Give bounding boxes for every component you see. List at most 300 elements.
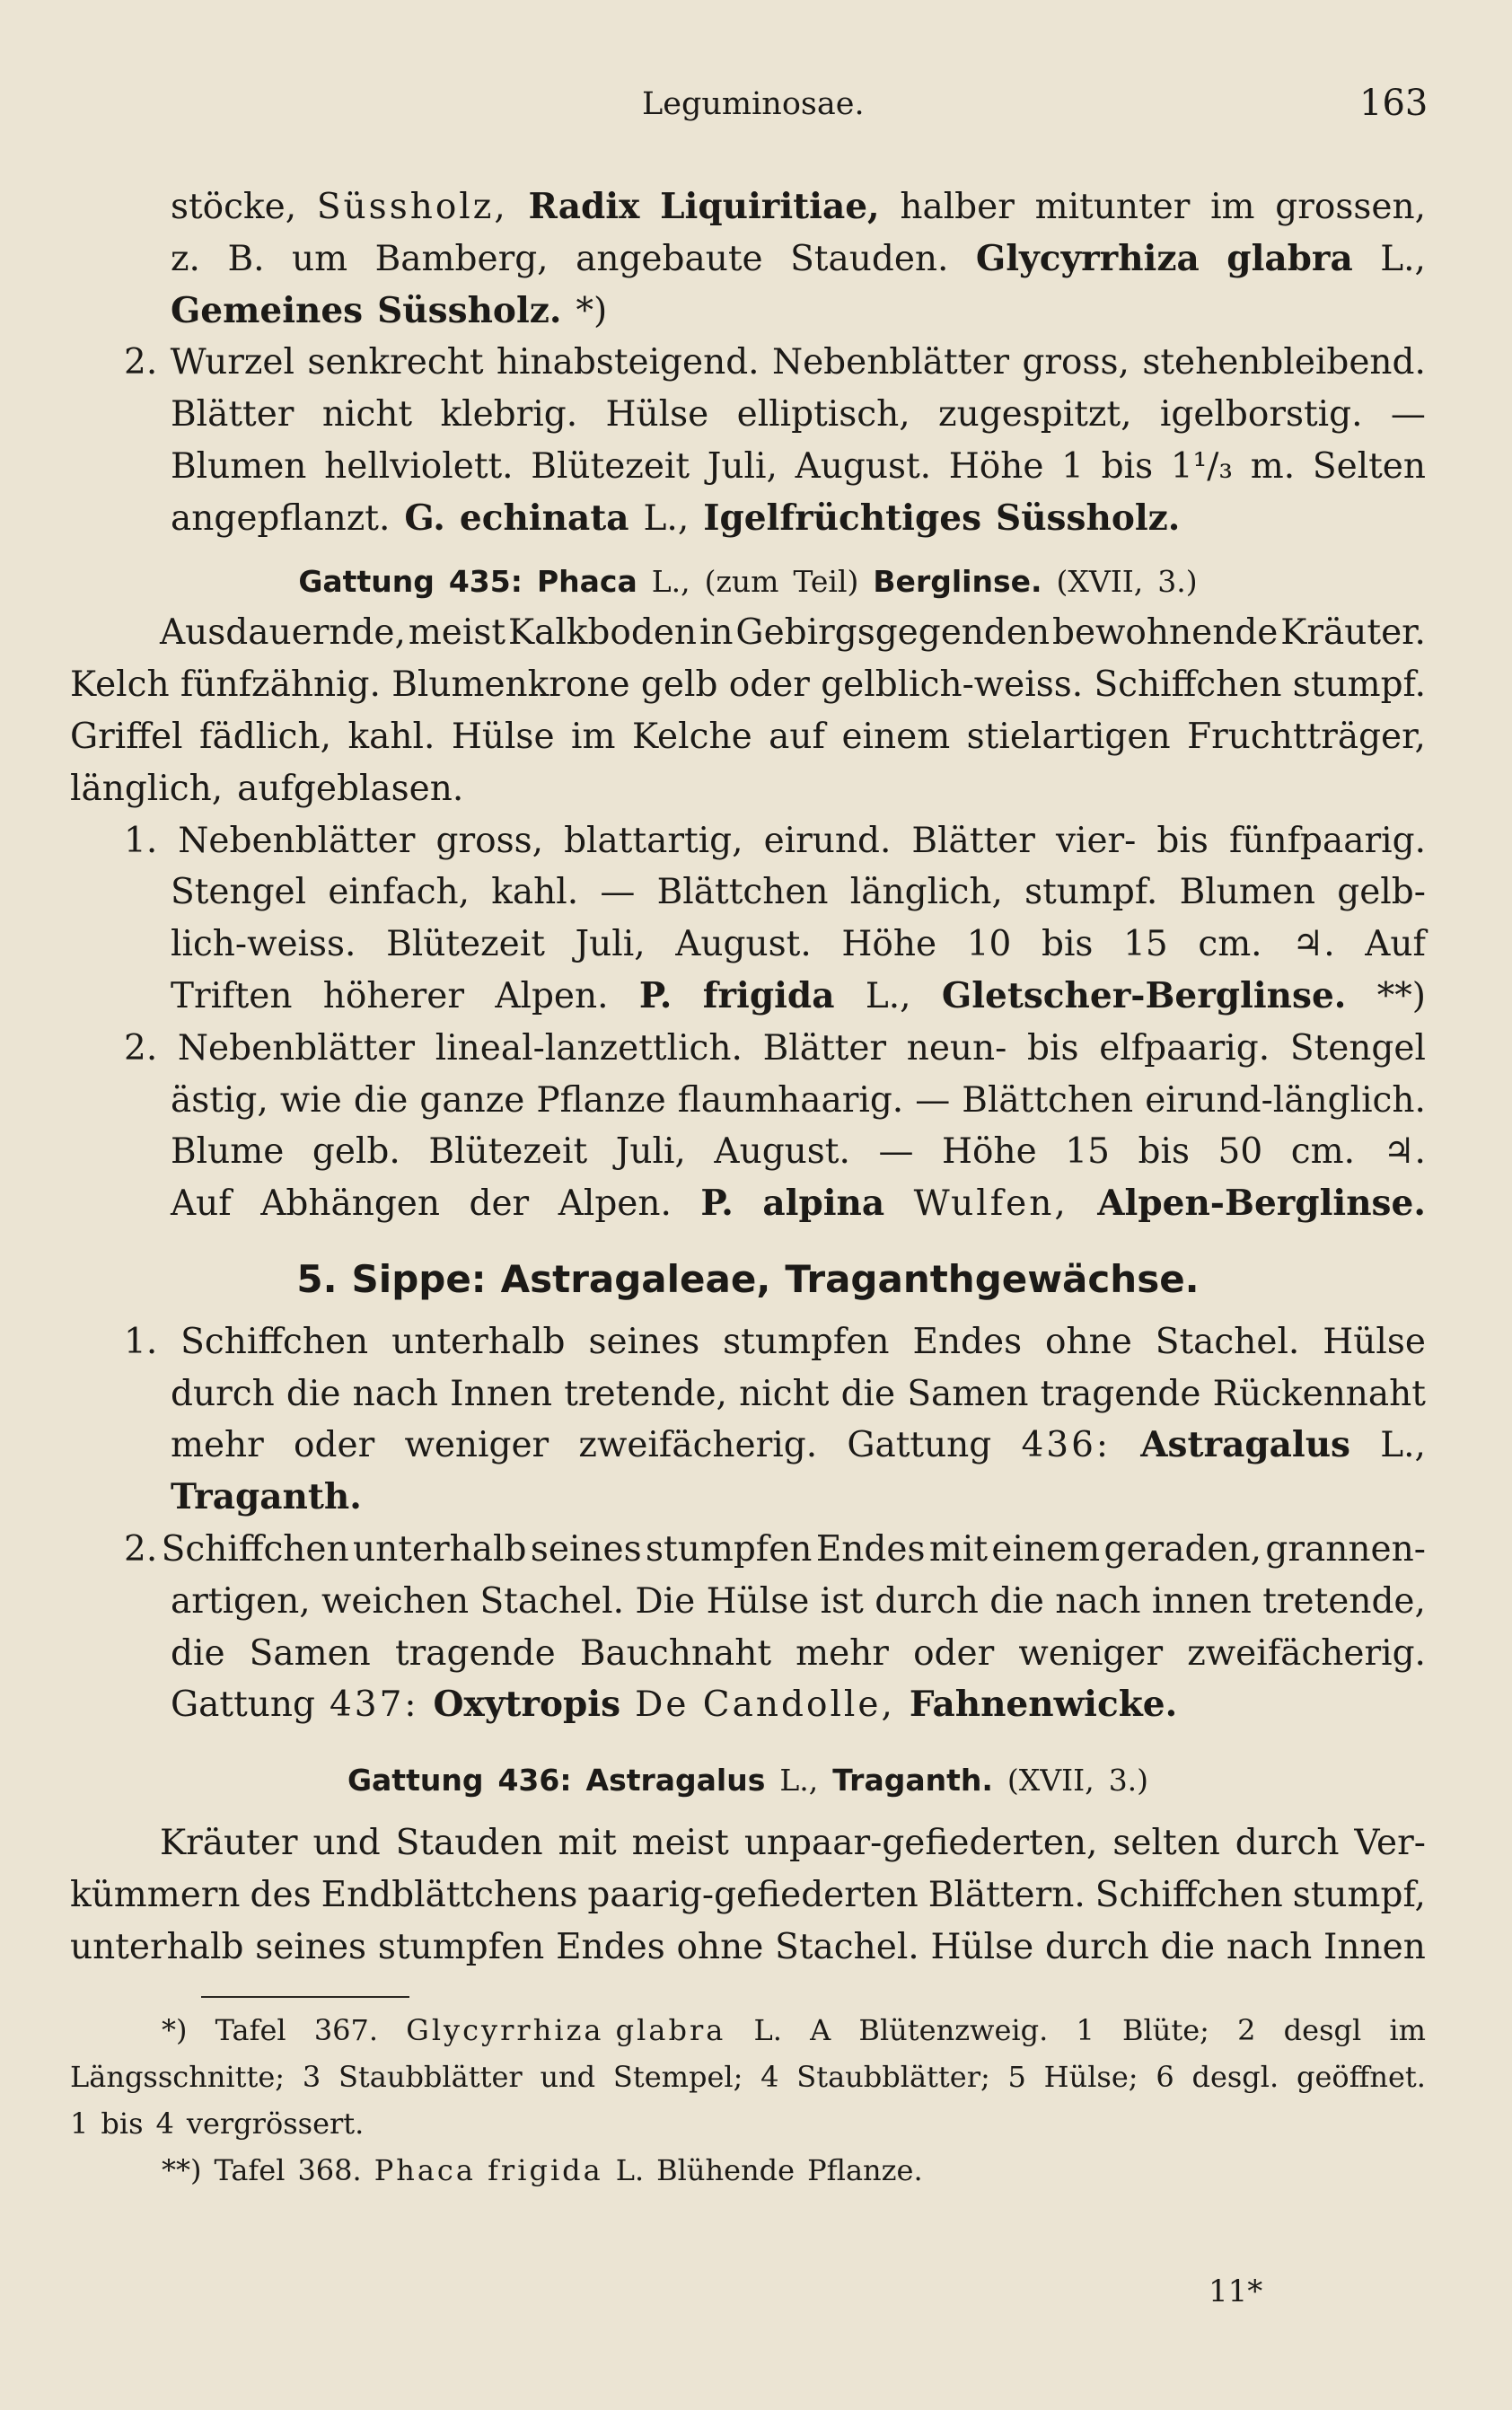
word: im — [1389, 2013, 1426, 2048]
word: durch — [1235, 1822, 1340, 1863]
word: gelb — [640, 664, 718, 706]
word: Stempel; — [612, 2060, 743, 2095]
word: Höhe — [948, 445, 1044, 487]
word: Staubblätter; — [796, 2060, 990, 2095]
word: geöffnet. — [1296, 2060, 1426, 2095]
word: Ver- — [1354, 1822, 1426, 1863]
word: **) — [162, 2153, 202, 2188]
word: Pflanze — [536, 1079, 666, 1121]
word: Traganthgewächse. — [785, 1256, 1200, 1301]
word: Gattung — [171, 1684, 315, 1726]
word: 368. — [297, 2153, 362, 2188]
word: Rückennaht — [1212, 1373, 1426, 1414]
page-number: 163 — [1359, 83, 1428, 124]
text-line — [70, 919, 1426, 971]
word: ohne — [1045, 1321, 1132, 1362]
word: cm. — [1290, 1131, 1355, 1173]
footnote-rule — [201, 1996, 409, 1998]
word: Gebirgsgegenden — [735, 612, 1050, 654]
word: Hülse — [930, 1926, 1034, 1967]
word: eirund. — [763, 820, 892, 861]
printer-signature: 11* — [1209, 2274, 1263, 2309]
word: ganze — [419, 1079, 525, 1121]
word: *) — [576, 290, 608, 331]
word: mitunter — [1034, 187, 1191, 227]
word: stumpfen — [377, 1926, 545, 1967]
word: Gattung — [298, 563, 435, 599]
word: angebaute — [576, 238, 763, 279]
word: bis — [1041, 924, 1094, 965]
word: Fahnenwicke. — [909, 1684, 1178, 1726]
word: Hülse — [706, 1580, 810, 1622]
word: August. — [714, 1131, 850, 1173]
word: oder — [913, 1632, 995, 1674]
word: frigida — [702, 974, 835, 1016]
word: 5. — [296, 1256, 338, 1301]
word: Stengel — [171, 872, 307, 913]
text-line — [70, 1472, 1426, 1524]
word: neun- — [906, 1027, 1007, 1069]
word: Süssholz. — [996, 497, 1181, 539]
word: bewohnende — [1051, 612, 1279, 654]
word: Stauden — [395, 1822, 543, 1863]
word: meist — [408, 612, 506, 654]
page-body — [70, 181, 1426, 2194]
word: Phaca — [536, 563, 637, 599]
word: mit — [928, 1528, 988, 1570]
word: seines — [255, 1926, 367, 1967]
word: m. — [1250, 445, 1296, 487]
word: einem — [991, 1528, 1101, 1570]
word: 1¹/₃ — [1170, 445, 1234, 487]
word: Endes — [912, 1321, 1023, 1362]
word: Juli, — [707, 445, 778, 487]
word: *) — [162, 2013, 188, 2048]
word: Stachel. — [775, 1926, 919, 1967]
word: durch — [1045, 1926, 1149, 1967]
word: Blätter — [762, 1027, 887, 1069]
word: unterhalb — [391, 1321, 566, 1362]
text-line — [70, 1576, 1426, 1628]
word: Schiffchen — [161, 1528, 349, 1570]
word: Kalkboden — [507, 612, 698, 654]
word: Hülse; — [1043, 2060, 1138, 2095]
word: die — [1160, 1926, 1216, 1967]
word: Radix — [528, 186, 640, 227]
word: ♃. — [1292, 924, 1335, 965]
word: flaumhaarig. — [677, 1079, 904, 1121]
word: 436: — [497, 1763, 572, 1799]
word: Phaca frigida — [374, 2153, 603, 2188]
word: kahl. — [491, 872, 579, 913]
word: Kräuter — [160, 1822, 298, 1863]
word: wie — [279, 1079, 342, 1121]
text-line — [70, 1922, 1426, 1974]
word: Gattung — [847, 1425, 992, 1466]
word: fädlich, — [199, 716, 331, 757]
word: stumpfen — [723, 1321, 890, 1362]
word: (XVII, — [1056, 563, 1144, 599]
word: desgl. — [1191, 2060, 1279, 2095]
word: Tafel — [214, 2153, 286, 2188]
word: Staubblätter — [338, 2060, 523, 2095]
word: tretende, — [564, 1373, 727, 1414]
word: 437: — [329, 1684, 419, 1726]
word: Hülse — [1323, 1321, 1426, 1362]
word: zweifächerig. — [1187, 1632, 1426, 1674]
word: zugespitzt, — [938, 394, 1132, 435]
word: bis — [101, 2107, 144, 2142]
word: L., — [651, 563, 690, 599]
word: alpina — [762, 1183, 885, 1225]
word: vergrössert. — [186, 2107, 365, 2142]
word: unpaar-gefiederten, — [743, 1822, 1098, 1863]
word: nicht — [321, 394, 413, 435]
word: Berglinse. — [873, 563, 1042, 599]
word: bis — [1027, 1027, 1079, 1069]
word: nach — [1226, 1926, 1313, 1967]
word: 2. — [124, 342, 158, 383]
word: Liquiritiae, — [660, 186, 880, 227]
word: Stachel. — [479, 1580, 625, 1622]
word: die — [989, 1580, 1044, 1622]
word: stumpfen — [646, 1528, 813, 1570]
word: Stengel — [1289, 1027, 1426, 1069]
word: 1. — [124, 820, 158, 861]
word: Kelch — [70, 664, 170, 706]
word: 1 — [1076, 2013, 1094, 2048]
word: z. — [171, 238, 200, 279]
word: Wurzel — [170, 342, 294, 383]
word: fünfzähnig. — [180, 664, 381, 706]
text-line — [70, 659, 1426, 711]
word: echinata — [459, 497, 629, 539]
word: Blütezeit — [428, 1131, 588, 1173]
word: Schiffchen — [1094, 1874, 1283, 1915]
page-header — [0, 83, 1512, 136]
word: bis — [1138, 1131, 1190, 1173]
text-line — [70, 389, 1426, 441]
word: Bamberg, — [374, 238, 549, 279]
word: Gletscher-Berglinse. — [941, 974, 1347, 1016]
word: L. — [615, 2153, 645, 2188]
text-line — [70, 971, 1426, 1023]
word: ästig, — [171, 1079, 268, 1121]
word: Blumen — [1179, 872, 1315, 913]
text-line — [70, 441, 1426, 493]
text-line — [70, 1817, 1426, 1869]
word: stöcke, — [171, 187, 297, 227]
word: 436: — [1021, 1425, 1112, 1466]
word: hellviolett. — [324, 445, 514, 487]
text-line — [70, 181, 1426, 233]
word: — — [1390, 394, 1426, 435]
word: des — [250, 1874, 312, 1915]
word: 6 — [1156, 2060, 1174, 2095]
text-line — [70, 1524, 1426, 1576]
word: die — [171, 1632, 225, 1674]
word: Samen — [907, 1373, 1029, 1414]
text-line — [70, 493, 1426, 545]
word: aufgeblasen. — [237, 768, 464, 809]
word: Traganth. — [171, 1476, 362, 1518]
word: Juli, — [615, 1131, 686, 1173]
word: 1 — [1061, 445, 1084, 487]
word: Blumen — [171, 445, 307, 487]
text-line — [70, 607, 1426, 659]
word: L., — [779, 1763, 819, 1799]
word: gross, — [1022, 342, 1130, 383]
word: — — [915, 1079, 951, 1121]
word: 4 — [155, 2107, 174, 2142]
word: Selten — [1312, 445, 1426, 487]
word: klebrig. — [440, 394, 578, 435]
word: weniger — [404, 1425, 549, 1466]
text-line — [70, 1316, 1426, 1368]
word: Blätter — [911, 820, 1035, 861]
word: Igelfrüchtiges — [703, 497, 982, 539]
word: Die — [635, 1580, 696, 1622]
text-line — [70, 286, 1426, 338]
word: einem — [841, 716, 951, 757]
text-line — [70, 1023, 1426, 1075]
word: Tafel — [215, 2013, 286, 2048]
word: Bauchnaht — [579, 1632, 771, 1674]
word: Blättchen — [962, 1079, 1134, 1121]
word: angepflanzt. — [171, 497, 391, 539]
word: seines — [588, 1321, 700, 1362]
word: länglich, — [70, 768, 224, 809]
word: weichen — [321, 1580, 470, 1622]
word: Sippe: — [351, 1256, 487, 1301]
word: nach — [352, 1373, 438, 1414]
word: 2. — [124, 1528, 158, 1570]
footnote-line — [70, 2100, 1426, 2147]
word: auf — [769, 716, 825, 757]
word: P. — [638, 974, 672, 1016]
word: länglich, — [849, 872, 1003, 913]
word: Stauden. — [790, 238, 949, 279]
word: 1. — [124, 1321, 158, 1362]
word: gelb- — [1337, 872, 1426, 913]
word: Endes — [556, 1926, 665, 1967]
word: L., — [1380, 1425, 1426, 1466]
word: Hülse — [451, 716, 555, 757]
word: (XVII, — [1007, 1763, 1094, 1799]
word: Alpen-Berglinse. — [1097, 1183, 1426, 1225]
word: gelblich-weiss. — [821, 664, 1084, 706]
word: mit — [558, 1822, 617, 1863]
word: fünfpaarig. — [1228, 820, 1426, 861]
word: lineal-lanzettlich. — [435, 1027, 743, 1069]
word: paarig-gefiederten — [587, 1874, 919, 1915]
word: 5 — [1007, 2060, 1026, 2095]
word: in — [699, 612, 734, 654]
word: Glycyrrhiza glabra — [406, 2013, 726, 2048]
section-heading — [70, 556, 1426, 608]
word: Pflanze. — [807, 2153, 923, 2188]
text-line — [70, 1420, 1426, 1472]
word: August. — [795, 445, 932, 487]
word: 50 — [1218, 1131, 1263, 1173]
word: die — [840, 1373, 896, 1414]
word: 435: — [448, 563, 523, 599]
text-line — [70, 233, 1426, 286]
word: Teil) — [793, 563, 859, 599]
word: Astragaleae, — [500, 1256, 771, 1301]
word: halber — [900, 187, 1015, 227]
word: Blättern. — [927, 1874, 1086, 1915]
word: tragende — [394, 1632, 556, 1674]
word: Auf — [171, 1183, 232, 1225]
word: L., — [865, 975, 911, 1016]
word: nach — [1055, 1580, 1141, 1622]
text-line — [70, 1368, 1426, 1420]
word: Süssholz. — [377, 289, 562, 331]
word: igelborstig. — [1159, 394, 1363, 435]
footnote-line — [70, 2147, 1426, 2194]
word: B. — [227, 238, 265, 279]
word: stumpf. — [1292, 664, 1426, 706]
word: 367. — [313, 2013, 379, 2048]
word: Triften — [171, 975, 293, 1016]
word: und — [312, 1822, 381, 1863]
text-line — [70, 1075, 1426, 1127]
word: Astragalus — [1140, 1424, 1351, 1466]
word: Innen — [450, 1373, 553, 1414]
word: geraden, — [1103, 1528, 1262, 1570]
word: blattartig, — [564, 820, 743, 861]
section-heading — [70, 1755, 1426, 1807]
word: Griffel — [70, 716, 183, 757]
word: 1 — [70, 2107, 89, 2142]
word: August. — [675, 924, 812, 965]
word: und — [540, 2060, 596, 2095]
text-line — [70, 337, 1426, 389]
word: 3.) — [1108, 1763, 1149, 1799]
word: Blütezeit — [531, 445, 690, 487]
word: innen — [1151, 1580, 1252, 1622]
word: unterhalb — [353, 1528, 527, 1570]
word: bis — [1101, 445, 1154, 487]
word: oder — [728, 664, 810, 706]
section-heading — [70, 1253, 1426, 1306]
word: Süssholz, — [316, 187, 508, 227]
word: (zum — [704, 563, 779, 599]
footnote-line — [70, 2054, 1426, 2100]
word: senkrecht — [307, 342, 484, 383]
word: 15 — [1065, 1131, 1110, 1173]
word: stumpf, — [1292, 1874, 1426, 1915]
word: eirund-länglich. — [1145, 1079, 1426, 1121]
word: Abhängen — [260, 1183, 440, 1225]
word: — — [878, 1131, 914, 1173]
word: kümmern — [70, 1874, 241, 1915]
word: Blumenkrone — [391, 664, 630, 706]
word: gross, — [435, 820, 543, 861]
text-line — [70, 763, 1426, 815]
word: grossen, — [1275, 187, 1426, 227]
word: im — [571, 716, 616, 757]
word: Blühende — [656, 2153, 796, 2188]
word: Blätter — [171, 394, 294, 435]
word: Blättchen — [656, 872, 829, 913]
text-line — [70, 1178, 1426, 1230]
word: Ausdauernde, — [160, 612, 406, 654]
word: Alpen. — [495, 975, 609, 1016]
word: Astragalus — [585, 1763, 766, 1799]
word: weniger — [1018, 1632, 1164, 1674]
word: um — [292, 238, 348, 279]
text-line — [70, 866, 1426, 919]
word: selten — [1112, 1822, 1220, 1863]
word: elfpaarig. — [1099, 1027, 1270, 1069]
word: A — [810, 2013, 831, 2048]
word: ist — [820, 1580, 864, 1622]
word: G. — [404, 497, 445, 539]
word: 2. — [124, 1027, 158, 1069]
word: Fruchtträger, — [1187, 716, 1426, 757]
word: P. — [700, 1183, 734, 1225]
word: der — [469, 1183, 530, 1225]
word: Blüte; — [1122, 2013, 1209, 2048]
word: artigen, — [171, 1580, 311, 1622]
word: 10 — [966, 924, 1012, 965]
word: ohne — [676, 1926, 764, 1967]
word: Gemeines — [171, 289, 364, 331]
word: kahl. — [347, 716, 435, 757]
word: Alpen. — [558, 1183, 672, 1225]
word: im — [1210, 187, 1255, 227]
footnote-line — [70, 2007, 1426, 2054]
word: durch — [875, 1580, 979, 1622]
text-line — [70, 1679, 1426, 1731]
word: meist — [631, 1822, 729, 1863]
word: vier- — [1055, 820, 1137, 861]
word: nicht — [739, 1373, 830, 1414]
text-line — [70, 1628, 1426, 1680]
text-line — [70, 1126, 1426, 1178]
word: Endblättchens — [321, 1874, 578, 1915]
word: Nebenblätter — [178, 820, 416, 861]
word: höherer — [322, 975, 464, 1016]
word: glabra — [1226, 237, 1353, 279]
text-line — [70, 815, 1426, 867]
word: stumpf. — [1024, 872, 1158, 913]
word: Stachel. — [1155, 1321, 1300, 1362]
word: tretende, — [1262, 1580, 1426, 1622]
word: Samen — [249, 1632, 371, 1674]
word: Blütenzweig. — [858, 2013, 1049, 2048]
word: Schiffchen — [1094, 664, 1282, 706]
word: desgl — [1283, 2013, 1362, 2048]
word: **) — [1376, 975, 1426, 1016]
word: elliptisch, — [736, 394, 910, 435]
word: 2 — [1237, 2013, 1256, 2048]
word: lich-weiss. — [171, 924, 356, 965]
word: stehenbleibend. — [1142, 342, 1426, 383]
word: unterhalb — [70, 1926, 244, 1967]
word: einfach, — [328, 872, 470, 913]
word: Oxytropis — [433, 1684, 621, 1726]
word: De Candolle, — [635, 1684, 895, 1726]
word: mehr — [796, 1632, 889, 1674]
word: tragende — [1040, 1373, 1201, 1414]
word: die — [353, 1079, 409, 1121]
running-title: Leguminosae. — [642, 86, 865, 122]
word: Gattung — [347, 1763, 484, 1799]
word: durch — [171, 1373, 275, 1414]
